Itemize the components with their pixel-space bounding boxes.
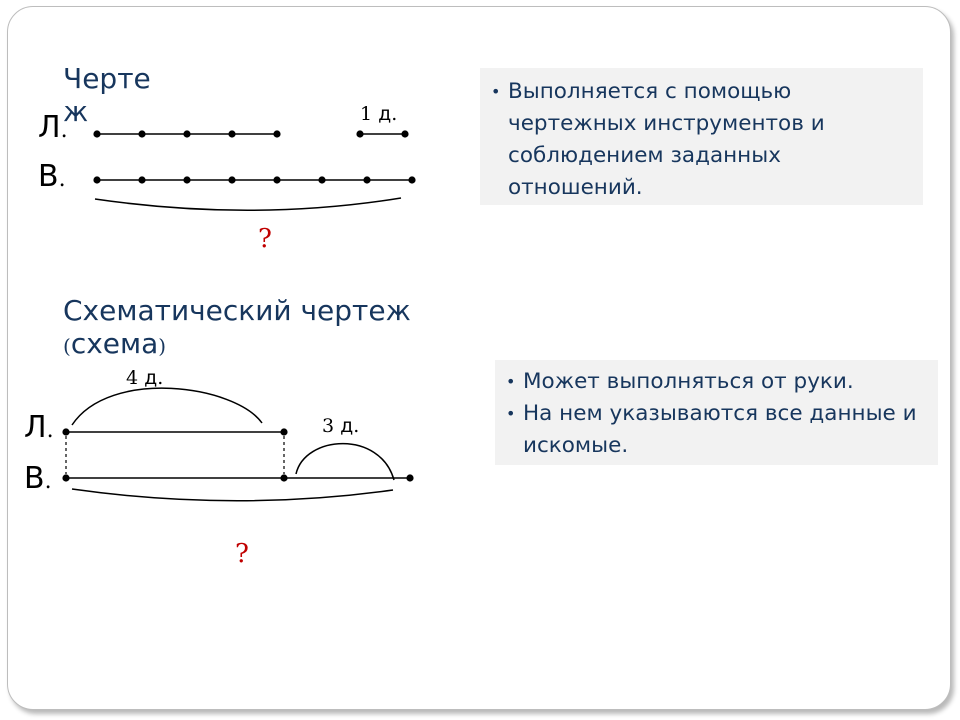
top-unit-number: 1 [360,103,373,125]
bottom-question-mark: ? [235,539,249,569]
bottom-l-dot-end [280,428,287,435]
bottom-bullet-item: • Может выполняться от руки. [503,366,930,398]
bottom-l-label [126,367,163,389]
bottom-bullet-list [503,366,930,462]
top-row-label-l [38,111,68,148]
bottom-row-v-letter: В [24,461,45,496]
bottom-extra-unit: д [340,415,354,437]
top-bullet-list [488,76,913,204]
bottom-extra-arc [296,444,394,480]
top-l-unit-dot [183,130,190,137]
top-row-l-dot: . [60,118,68,143]
top-total-brace [95,198,401,210]
top-v-unit-dot [138,176,145,183]
top-bullet-item: • Выполняется с помощью чертежных инструментов и соблюдением заданных отношений. [488,76,913,204]
bottom-row-label-l [24,411,54,448]
bottom-extra-label [322,415,359,437]
top-v-unit-dot [318,176,325,183]
bottom-v-dot-mid [280,474,287,481]
bottom-row-l-letter: Л [24,410,47,445]
top-unit-period: . [391,103,398,125]
bottom-title-main: Схематический чертеж [63,294,411,327]
bottom-v-dot-start [62,474,69,481]
top-title-text: Черте ж [63,62,151,128]
top-v-unit-dot [408,176,415,183]
bottom-l-unit: д [144,367,158,389]
bottom-title [63,294,483,363]
bottom-l-number: 4 [126,367,139,389]
top-info-box [480,68,923,205]
top-v-unit-dot [93,176,100,183]
bottom-bullet-item: • На нем указываются все данные и искомые. [503,398,930,462]
top-question-mark: ? [258,224,272,254]
top-l-unit-dot [138,130,145,137]
bottom-row-v-dot: . [44,469,52,494]
bottom-l-arc [72,388,262,425]
top-v-unit-dot [228,176,235,183]
top-v-unit-dot [363,176,370,183]
bottom-title-sub: схема [70,327,159,360]
top-unit-label [360,103,397,125]
bottom-l-period: . [157,367,164,389]
bottom-l-dot-start [62,428,69,435]
top-unit-segment [356,130,408,137]
top-row-label-v [38,160,66,197]
top-l-unit-dot [93,130,100,137]
bottom-total-brace [72,489,393,501]
top-l-unit-dot [228,130,235,137]
bottom-v-dot-end [406,474,413,481]
bottom-extra-period: . [353,415,360,437]
top-unit-dot-end [401,130,408,137]
top-l-unit-dot [273,130,280,137]
top-unit-dot-start [356,130,363,137]
bottom-title-paren-open: ( [63,334,71,358]
top-title [63,62,173,128]
top-row-v-dot: . [58,167,66,192]
bottom-extra-number: 3 [322,415,335,437]
top-row-l-letter: Л [38,110,61,145]
bottom-row-label-v [24,462,52,499]
top-row-v-letter: В [38,159,59,194]
bottom-title-paren-close: ) [158,334,167,358]
top-unit-letter: д [378,103,392,125]
bottom-row-l-dot: . [46,418,54,443]
bottom-info-box [495,360,938,465]
top-v-unit-dot [183,176,190,183]
top-v-unit-dot [273,176,280,183]
